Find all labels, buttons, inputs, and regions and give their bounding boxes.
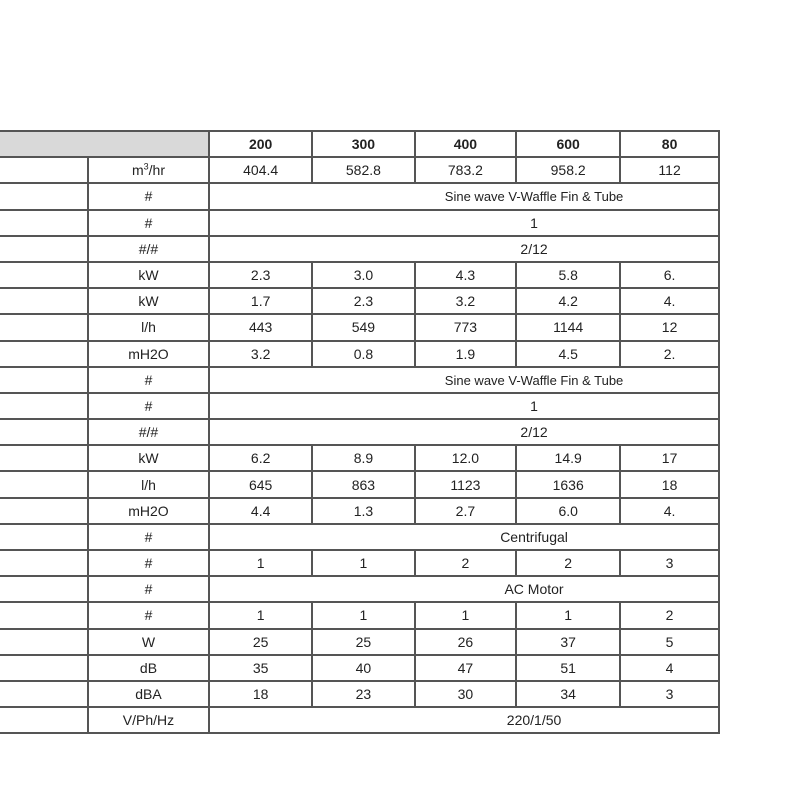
unit-cell: # xyxy=(88,367,209,393)
spanning-value-text: Centrifugal xyxy=(500,528,568,545)
value-cell: 4. xyxy=(620,498,719,524)
spanning-value xyxy=(209,183,719,209)
value-cell: 1.7 xyxy=(209,288,312,314)
value-cell: 645 xyxy=(209,471,312,497)
unit-cell: kW xyxy=(88,445,209,471)
value-cell: 25 xyxy=(312,629,414,655)
parameter-name xyxy=(0,367,88,393)
table-row xyxy=(0,524,719,550)
value-cell: 12.0 xyxy=(415,445,517,471)
table-row xyxy=(0,183,719,209)
value-cell: 549 xyxy=(312,314,414,340)
value-cell: 3.0 xyxy=(312,262,414,288)
value-cell: 14.9 xyxy=(516,445,620,471)
table-row xyxy=(0,288,719,314)
parameter-name xyxy=(0,629,88,655)
table-row xyxy=(0,210,719,236)
model-400: 400 xyxy=(415,131,517,157)
spanning-value xyxy=(209,419,719,445)
value-cell: 6.0 xyxy=(516,498,620,524)
table-row xyxy=(0,602,719,628)
value-cell: 582.8 xyxy=(312,157,414,183)
unit-cell: mH2O xyxy=(88,341,209,367)
specification-table xyxy=(0,130,720,734)
value-cell: 4.2 xyxy=(516,288,620,314)
value-cell: 3.2 xyxy=(209,341,312,367)
value-cell: 1 xyxy=(209,550,312,576)
unit-cell: l/h xyxy=(88,314,209,340)
table-row xyxy=(0,314,719,340)
value-cell: 958.2 xyxy=(516,157,620,183)
value-cell: 0.8 xyxy=(312,341,414,367)
table-row xyxy=(0,576,719,602)
value-cell: 5.8 xyxy=(516,262,620,288)
table-row xyxy=(0,157,719,183)
parameter-name xyxy=(0,288,88,314)
table-row xyxy=(0,681,719,707)
table-row xyxy=(0,550,719,576)
table-row xyxy=(0,419,719,445)
value-cell: 6. xyxy=(620,262,719,288)
value-cell: 3 xyxy=(620,550,719,576)
value-cell: 1 xyxy=(516,602,620,628)
parameter-name xyxy=(0,655,88,681)
value-cell: 112 xyxy=(620,157,719,183)
parameter-name xyxy=(0,314,88,340)
value-cell: 34 xyxy=(516,681,620,707)
unit-cell: $m^3/hr$ xyxy=(88,157,209,183)
value-cell: 773 xyxy=(415,314,517,340)
unit-cell: # xyxy=(88,524,209,550)
spanning-value xyxy=(209,236,719,262)
spanning-value xyxy=(209,210,719,236)
value-cell: 5 xyxy=(620,629,719,655)
value-cell: 8.9 xyxy=(312,445,414,471)
spanning-value-text: 220/1/50 xyxy=(506,712,562,729)
value-cell: 1 xyxy=(415,602,517,628)
model-200: 200 xyxy=(209,131,312,157)
table-row xyxy=(0,655,719,681)
value-cell: 4. xyxy=(620,288,719,314)
value-cell: 23 xyxy=(312,681,414,707)
parameter-name xyxy=(0,471,88,497)
value-cell: 1 xyxy=(312,550,414,576)
table-row xyxy=(0,367,719,393)
parameter-name xyxy=(0,157,88,183)
table-header-row xyxy=(0,131,719,157)
unit-cell: dB xyxy=(88,655,209,681)
value-cell: 2 xyxy=(415,550,517,576)
value-cell: 4.3 xyxy=(415,262,517,288)
value-cell: 2.3 xyxy=(209,262,312,288)
unit-cell: dBA xyxy=(88,681,209,707)
unit-cell: l/h xyxy=(88,471,209,497)
unit-cell: #/# xyxy=(88,236,209,262)
spanning-value xyxy=(209,367,719,393)
unit-cell: kW xyxy=(88,288,209,314)
parameter-name xyxy=(0,602,88,628)
value-cell: 1.9 xyxy=(415,341,517,367)
spanning-value-text: 2/12 xyxy=(520,240,548,257)
unit-cell: # xyxy=(88,550,209,576)
value-cell: 3.2 xyxy=(415,288,517,314)
spanning-value xyxy=(209,576,719,602)
value-cell: 4.4 xyxy=(209,498,312,524)
parameter-name xyxy=(0,419,88,445)
value-cell: 12 xyxy=(620,314,719,340)
parameter-name xyxy=(0,498,88,524)
spanning-value xyxy=(209,524,719,550)
table-row xyxy=(0,341,719,367)
parameter-name xyxy=(0,445,88,471)
value-cell: 30 xyxy=(415,681,517,707)
value-cell: 26 xyxy=(415,629,517,655)
model-600: 600 xyxy=(516,131,620,157)
parameter-name xyxy=(0,183,88,209)
value-cell: 4.5 xyxy=(516,341,620,367)
value-cell: 18 xyxy=(209,681,312,707)
value-cell: 40 xyxy=(312,655,414,681)
spanning-value-text: Sine wave V-Waffle Fin & Tube xyxy=(444,372,624,388)
table-row xyxy=(0,707,719,733)
value-cell: 1 xyxy=(312,602,414,628)
value-cell: 2 xyxy=(516,550,620,576)
value-cell: 443 xyxy=(209,314,312,340)
table-row xyxy=(0,236,719,262)
unit-cell: mH2O xyxy=(88,498,209,524)
table-row xyxy=(0,629,719,655)
parameter-name xyxy=(0,236,88,262)
parameter-name xyxy=(0,341,88,367)
unit-cell: V/Ph/Hz xyxy=(88,707,209,733)
value-cell: 3 xyxy=(620,681,719,707)
value-cell: 1123 xyxy=(415,471,517,497)
value-cell: 18 xyxy=(620,471,719,497)
value-cell: 25 xyxy=(209,629,312,655)
parameter-name xyxy=(0,524,88,550)
value-cell: 1636 xyxy=(516,471,620,497)
table-row xyxy=(0,471,719,497)
parameter-name xyxy=(0,550,88,576)
spanning-value xyxy=(209,393,719,419)
value-cell: 2. xyxy=(620,341,719,367)
spanning-value-text: 1 xyxy=(530,214,538,231)
table-row xyxy=(0,498,719,524)
parameter-name xyxy=(0,262,88,288)
unit-cell: # xyxy=(88,183,209,209)
value-cell: 1144 xyxy=(516,314,620,340)
value-cell: 4 xyxy=(620,655,719,681)
value-cell: 37 xyxy=(516,629,620,655)
parameter-name xyxy=(0,210,88,236)
value-cell: 863 xyxy=(312,471,414,497)
spanning-value-text: 1 xyxy=(530,397,538,414)
parameter-name xyxy=(0,681,88,707)
value-cell: 35 xyxy=(209,655,312,681)
value-cell: 1.3 xyxy=(312,498,414,524)
table-row xyxy=(0,445,719,471)
parameter-name xyxy=(0,707,88,733)
value-cell: 404.4 xyxy=(209,157,312,183)
parameter-name xyxy=(0,576,88,602)
value-cell: 47 xyxy=(415,655,517,681)
value-cell: 2.3 xyxy=(312,288,414,314)
value-cell: 2 xyxy=(620,602,719,628)
parameter-name xyxy=(0,393,88,419)
model-label xyxy=(0,131,209,157)
value-cell: 2.7 xyxy=(415,498,517,524)
unit-cell: #/# xyxy=(88,419,209,445)
unit-cell: # xyxy=(88,393,209,419)
unit-cell: # xyxy=(88,602,209,628)
model-300: 300 xyxy=(312,131,414,157)
value-cell: 17 xyxy=(620,445,719,471)
value-cell: 51 xyxy=(516,655,620,681)
model-800: 80 xyxy=(620,131,719,157)
spanning-value-text: AC Motor xyxy=(504,581,564,598)
spanning-value-text: Sine wave V-Waffle Fin & Tube xyxy=(444,189,624,205)
value-cell: 783.2 xyxy=(415,157,517,183)
table-row xyxy=(0,262,719,288)
spanning-value-text: 2/12 xyxy=(520,424,548,441)
table-row xyxy=(0,393,719,419)
unit-cell: W xyxy=(88,629,209,655)
unit-cell: kW xyxy=(88,262,209,288)
unit-cell: # xyxy=(88,210,209,236)
unit-cell: # xyxy=(88,576,209,602)
spanning-value xyxy=(209,707,719,733)
value-cell: 6.2 xyxy=(209,445,312,471)
value-cell: 1 xyxy=(209,602,312,628)
